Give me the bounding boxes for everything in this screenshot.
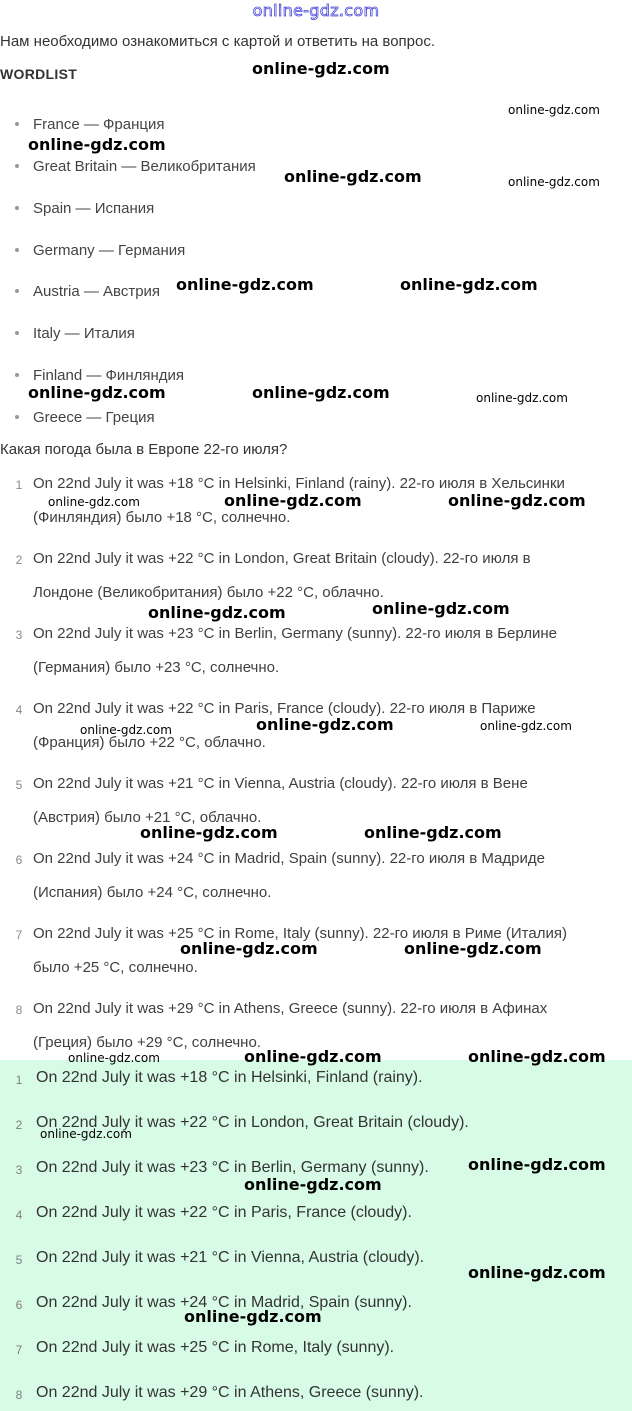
wordlist-item: Austria — Австрия: [15, 283, 160, 300]
watermark: online-gdz.com: [80, 723, 172, 737]
watermark: online-gdz.com: [28, 135, 166, 154]
bullet-icon: [15, 331, 19, 335]
bullet-icon: [15, 415, 19, 419]
watermark: online-gdz.com: [48, 495, 140, 509]
watermark: online-gdz.com: [180, 939, 318, 958]
wordlist-item: France — Франция: [15, 116, 164, 133]
answer-line: On 22nd July it was +25 °C in Rome, Italy (sunny).: [36, 1339, 395, 1356]
example-line: On 22nd July it was +22 °C in London, Great Britain (cloudy). 22-го июля в: [33, 550, 531, 567]
example-line: On 22nd July it was +18 °C in Helsinki, Finland (rainy). 22-го июля в Хельсинки: [33, 475, 565, 492]
watermark: online-gdz.com: [224, 491, 362, 510]
watermark: online-gdz.com: [140, 823, 278, 842]
item-number: 2: [15, 553, 23, 567]
bullet-icon: [15, 122, 19, 126]
watermark: online-gdz.com: [40, 1127, 132, 1141]
item-number: 5: [15, 1253, 23, 1267]
item-number: 6: [15, 1298, 23, 1312]
answers-panel: [0, 1060, 632, 1411]
answer-line: On 22nd July it was +22 °C in London, Great Britain (cloudy).: [36, 1114, 469, 1131]
example-line: (Греция) было +29 °C, солнечно.: [33, 1034, 261, 1051]
bullet-icon: [15, 164, 19, 168]
wordlist-item: Greece — Греция: [15, 409, 155, 426]
item-number: 8: [15, 1003, 23, 1017]
example-line: (Австрия) было +21 °C, облачно.: [33, 809, 262, 826]
watermark: online-gdz.com: [148, 603, 286, 622]
answer-line: On 22nd July it was +24 °C in Madrid, Spain (sunny).: [36, 1294, 412, 1311]
answer-line: On 22nd July it was +29 °C in Athens, Greece (sunny).: [36, 1384, 424, 1401]
watermark: online-gdz.com: [372, 599, 510, 618]
watermark: online-gdz.com: [28, 383, 166, 402]
item-number: 2: [15, 1118, 23, 1132]
watermark: online-gdz.com: [252, 383, 390, 402]
item-number: 8: [15, 1388, 23, 1402]
wordlist-title: WORDLIST: [0, 66, 78, 82]
example-line: (Финляндия) было +18 °C, солнечно.: [33, 509, 291, 526]
watermark: online-gdz.com: [480, 719, 572, 733]
wordlist-item: Italy — Италия: [15, 325, 135, 342]
example-line: Лондоне (Великобритания) было +22 °C, облачно.: [33, 584, 384, 601]
wordlist-item: Great Britain — Великобритания: [15, 158, 256, 175]
answer-line: On 22nd July it was +23 °C in Berlin, Germany (sunny).: [36, 1159, 429, 1176]
watermark: online-gdz.com: [508, 175, 600, 189]
watermark: online-gdz.com: [284, 167, 422, 186]
bullet-icon: [15, 248, 19, 252]
watermark: online-gdz.com: [252, 59, 390, 78]
watermark: online-gdz.com: [244, 1175, 382, 1194]
question-text: Какая погода была в Европе 22-го июля?: [0, 441, 288, 458]
example-line: On 22nd July it was +22 °C in Paris, France (cloudy). 22-го июля в Париже: [33, 700, 536, 717]
site-header[interactable]: online-gdz.com: [252, 1, 380, 20]
watermark: online-gdz.com: [468, 1155, 606, 1174]
watermark: online-gdz.com: [404, 939, 542, 958]
watermark: online-gdz.com: [508, 103, 600, 117]
watermark: online-gdz.com: [256, 715, 394, 734]
bullet-icon: [15, 373, 19, 377]
watermark: online-gdz.com: [184, 1307, 322, 1326]
watermark: online-gdz.com: [176, 275, 314, 294]
answer-line: On 22nd July it was +22 °C in Paris, France (cloudy).: [36, 1204, 412, 1221]
example-line: On 22nd July it was +29 °C in Athens, Greece (sunny). 22-го июля в Афинах: [33, 1000, 548, 1017]
example-line: On 22nd July it was +24 °C in Madrid, Spain (sunny). 22-го июля в Мадриде: [33, 850, 545, 867]
watermark: online-gdz.com: [468, 1263, 606, 1282]
example-line: (Испания) было +24 °C, солнечно.: [33, 884, 272, 901]
bullet-icon: [15, 206, 19, 210]
answer-line: On 22nd July it was +18 °C in Helsinki, Finland (rainy).: [36, 1069, 423, 1086]
intro-text: Нам необходимо ознакомиться с картой и ответить на вопрос.: [0, 33, 436, 50]
wordlist-item: Spain — Испания: [15, 200, 154, 217]
watermark: online-gdz.com: [244, 1047, 382, 1066]
item-number: 3: [15, 1163, 23, 1177]
watermark: online-gdz.com: [68, 1051, 160, 1065]
example-line: On 22nd July it was +25 °C in Rome, Italy (sunny). 22-го июля в Риме (Италия): [33, 925, 567, 942]
watermark: online-gdz.com: [476, 391, 568, 405]
answer-line: On 22nd July it was +21 °C in Vienna, Austria (cloudy).: [36, 1249, 425, 1266]
item-number: 5: [15, 778, 23, 792]
example-line: было +25 °C, солнечно.: [33, 959, 198, 976]
item-number: 1: [15, 1073, 23, 1087]
item-number: 1: [15, 478, 23, 492]
item-number: 7: [15, 1343, 23, 1357]
example-line: (Франция) было +22 °C, облачно.: [33, 734, 266, 751]
example-line: (Германия) было +23 °C, солнечно.: [33, 659, 280, 676]
item-number: 6: [15, 853, 23, 867]
bullet-icon: [15, 289, 19, 293]
example-line: On 22nd July it was +21 °C in Vienna, Austria (cloudy). 22-го июля в Вене: [33, 775, 528, 792]
wordlist-item: Finland — Финляндия: [15, 367, 184, 384]
example-line: On 22nd July it was +23 °C in Berlin, Germany (sunny). 22-го июля в Берлине: [33, 625, 557, 642]
watermark: online-gdz.com: [448, 491, 586, 510]
watermark: online-gdz.com: [400, 275, 538, 294]
watermark: online-gdz.com: [468, 1047, 606, 1066]
item-number: 7: [15, 928, 23, 942]
watermark: online-gdz.com: [364, 823, 502, 842]
wordlist-item: Germany — Германия: [15, 242, 185, 259]
item-number: 4: [15, 703, 23, 717]
item-number: 4: [15, 1208, 23, 1222]
item-number: 3: [15, 628, 23, 642]
